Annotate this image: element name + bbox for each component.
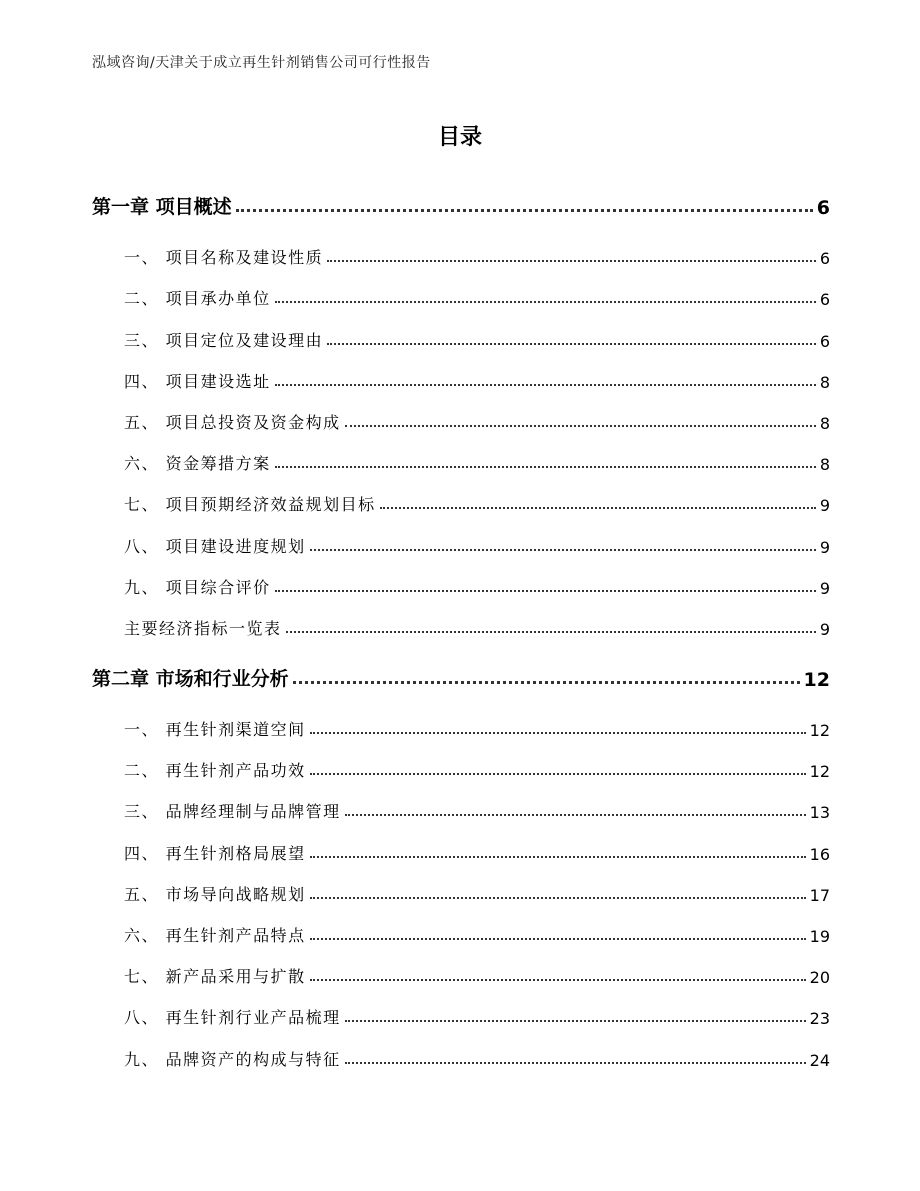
- dot-leader: [275, 466, 816, 468]
- page-number: 6: [816, 197, 830, 219]
- toc-entry[interactable]: [92, 699, 830, 740]
- page-number: 12: [803, 668, 830, 691]
- page-number: 9: [819, 496, 830, 516]
- dot-leader: [310, 856, 806, 858]
- dot-leader: [310, 897, 806, 899]
- page-number: 8: [819, 372, 830, 392]
- toc-entry[interactable]: [92, 987, 830, 1028]
- page-number: 23: [809, 1009, 830, 1029]
- entry-title: 一、 项目名称及建设性质: [124, 248, 324, 268]
- toc-entry[interactable]: [92, 474, 830, 515]
- toc-entry[interactable]: [92, 557, 830, 598]
- toc-entry[interactable]: [92, 740, 830, 781]
- toc-entry[interactable]: [92, 905, 830, 946]
- entry-title: 二、 再生针剂产品功效: [124, 761, 306, 781]
- toc-entry[interactable]: [92, 268, 830, 309]
- entry-title: 一、 再生针剂渠道空间: [124, 720, 306, 740]
- entry-title: 八、 项目建设进度规划: [124, 536, 306, 556]
- dot-leader: [310, 773, 806, 775]
- dot-leader: [345, 425, 816, 427]
- entry-title: 五、 市场导向战略规划: [124, 884, 306, 904]
- page-number: 6: [819, 331, 830, 351]
- dot-leader: [275, 384, 816, 386]
- dot-leader: [236, 209, 813, 212]
- page-number: 12: [809, 762, 830, 782]
- entry-title: 四、 再生针剂格局展望: [124, 843, 306, 863]
- dot-leader: [310, 938, 806, 940]
- entry-title: 七、 新产品采用与扩散: [124, 967, 306, 987]
- running-header: 泓域咨询/天津关于成立再生针剂销售公司可行性报告: [92, 55, 431, 71]
- chapter-title: 第二章 市场和行业分析: [92, 667, 289, 690]
- table-of-contents: [92, 178, 830, 1070]
- toc-title: 目录: [437, 125, 482, 150]
- entry-title: 主要经济指标一览表: [124, 618, 282, 638]
- toc-entry[interactable]: [92, 309, 830, 350]
- entry-title: 五、 项目总投资及资金构成: [124, 412, 341, 432]
- page-number: 9: [819, 578, 830, 598]
- entry-title: 九、 品牌资产的构成与特征: [124, 1049, 341, 1069]
- dot-leader: [310, 979, 806, 981]
- entry-title: 六、 资金筹措方案: [124, 454, 271, 474]
- page-number: 6: [819, 290, 830, 310]
- toc-entry[interactable]: [92, 227, 830, 268]
- page-number: 17: [809, 885, 830, 905]
- page-number: 8: [819, 455, 830, 475]
- toc-entry[interactable]: [92, 1028, 830, 1069]
- toc-entry[interactable]: [92, 598, 830, 639]
- dot-leader: [345, 1062, 806, 1064]
- entry-title: 三、 项目定位及建设理由: [124, 330, 324, 350]
- page-number: 9: [819, 537, 830, 557]
- page-number: 12: [809, 721, 830, 741]
- page-number: 13: [809, 803, 830, 823]
- page-number: 20: [809, 968, 830, 988]
- dot-leader: [275, 301, 816, 303]
- toc-entry[interactable]: [92, 822, 830, 863]
- dot-leader: [293, 681, 800, 684]
- toc-entry[interactable]: [92, 392, 830, 433]
- page-number: 8: [819, 413, 830, 433]
- page-number: 16: [809, 844, 830, 864]
- entry-title: 七、 项目预期经济效益规划目标: [124, 495, 376, 515]
- page-number: 19: [809, 927, 830, 946]
- page-number: 9: [819, 619, 830, 639]
- toc-chapter-2[interactable]: [92, 650, 830, 691]
- toc-entry[interactable]: [92, 515, 830, 556]
- entry-title: 三、 品牌经理制与品牌管理: [124, 802, 341, 822]
- toc-entry[interactable]: [92, 781, 830, 822]
- toc-entry[interactable]: [92, 433, 830, 474]
- dot-leader: [327, 260, 816, 262]
- page-number: 6: [819, 249, 830, 269]
- dot-leader: [310, 549, 816, 551]
- entry-title: 八、 再生针剂行业产品梳理: [124, 1008, 341, 1028]
- dot-leader: [327, 343, 816, 345]
- page-number: 24: [809, 1050, 830, 1070]
- entry-title: 四、 项目建设选址: [124, 371, 271, 391]
- toc-entry[interactable]: [92, 946, 830, 987]
- dot-leader: [380, 507, 816, 509]
- entry-title: 二、 项目承办单位: [124, 289, 271, 309]
- toc-entry[interactable]: [92, 864, 830, 905]
- dot-leader: [310, 732, 806, 734]
- dot-leader: [286, 631, 816, 633]
- dot-leader: [345, 1020, 806, 1022]
- dot-leader: [345, 814, 806, 816]
- toc-chapter-1[interactable]: [92, 178, 830, 219]
- entry-title: 九、 项目综合评价: [124, 577, 271, 597]
- dot-leader: [275, 590, 816, 592]
- entry-title: 六、 再生针剂产品特点: [124, 926, 306, 945]
- toc-entry[interactable]: [92, 351, 830, 392]
- chapter-title: 第一章 项目概述: [92, 196, 232, 218]
